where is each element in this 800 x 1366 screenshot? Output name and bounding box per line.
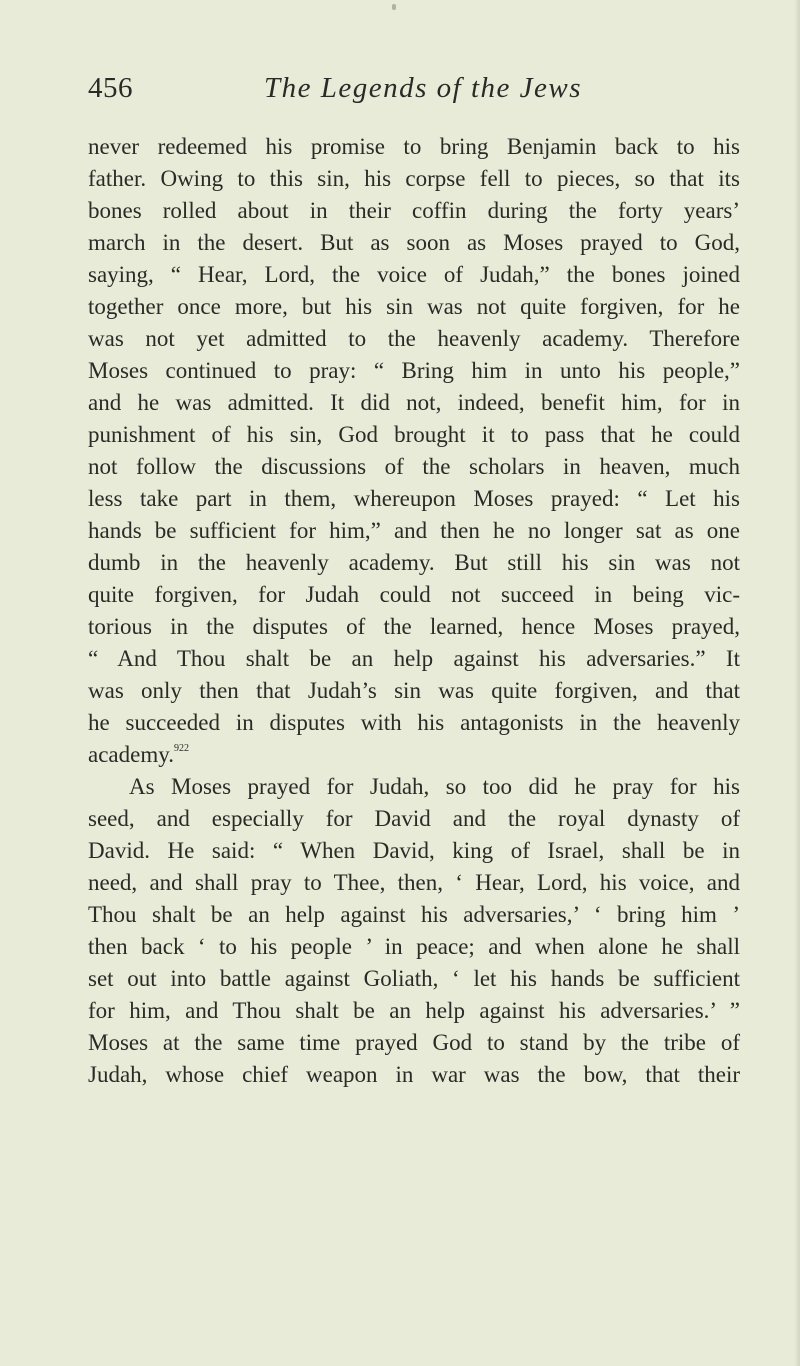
text-line: seed, and especially for David and the royal dynasty of [88,806,740,831]
page-edge-shadow [794,0,800,1366]
text-line: dumb in the heavenly academy. But still his sin was not [88,550,740,575]
text-line: he succeeded in disputes with his antagonists in the heavenly [88,710,740,735]
text-line: together once more, but his sin was not quite forgiven, for he [88,294,740,319]
text-line: was not yet admitted to the heavenly academy. Therefore [88,326,740,351]
text-line: and he was admitted. It did not, indeed, benefit him, for in [88,390,740,415]
text-line: was only then that Judah’s sin was quite forgiven, and that [88,678,740,703]
text-line: Judah, whose chief weapon in war was the bow, that their [88,1062,740,1087]
page-number: 456 [88,72,133,104]
text-line: father. Owing to this sin, his corpse fell to pieces, so that its [88,166,740,191]
text-line-paragraph-end [88,739,740,771]
text-line: set out into battle against Goliath, ‘ let his hands be sufficient [88,966,740,991]
text-line: torious in the disputes of the learned, hence Moses prayed, [88,614,740,639]
text-line: Moses continued to pray: “ Bring him in unto his people,” [88,358,740,383]
text-line: bones rolled about in their coffin during the forty years’ [88,198,740,223]
text-line: Thou shalt be an help against his adversaries,’ ‘ bring him ’ [88,902,740,927]
text-line: quite forgiven, for Judah could not succeed in being vic- [88,582,740,607]
body-text [88,131,740,1091]
text-line-paragraph-start: As Moses prayed for Judah, so too did he pray for his [129,774,740,799]
text-line: need, and shall pray to Thee, then, ‘ Hear, Lord, his voice, and [88,870,740,895]
text-line: Moses at the same time prayed God to stand by the tribe of [88,1030,740,1055]
text-line: hands be sufficient for him,” and then he no longer sat as one [88,518,740,543]
text-line: saying, “ Hear, Lord, the voice of Judah,” the bones joined [88,262,740,287]
text-line: less take part in them, whereupon Moses prayed: “ Let his [88,486,740,511]
footnote-ref[interactable]: 922 [173,743,189,754]
text-line: not follow the discussions of the scholars in heaven, much [88,454,740,479]
text-line: academy. [88,742,174,767]
running-title: The Legends of the Jews [264,72,583,104]
text-line: punishment of his sin, God brought it to pass that he could [88,422,740,447]
text-line: for him, and Thou shalt be an help against his adversaries.’ ” [88,998,740,1023]
page-speck [392,4,396,10]
text-line: march in the desert. But as soon as Moses prayed to God, [88,230,740,255]
page-header [88,72,732,112]
text-line: David. He said: “ When David, king of Israel, shall be in [88,838,740,863]
text-line: “ And Thou shalt be an help against his adversaries.” It [88,646,740,671]
text-line: then back ‘ to his people ’ in peace; and when alone he shall [88,934,740,959]
text-line: never redeemed his promise to bring Benjamin back to his [88,134,740,159]
